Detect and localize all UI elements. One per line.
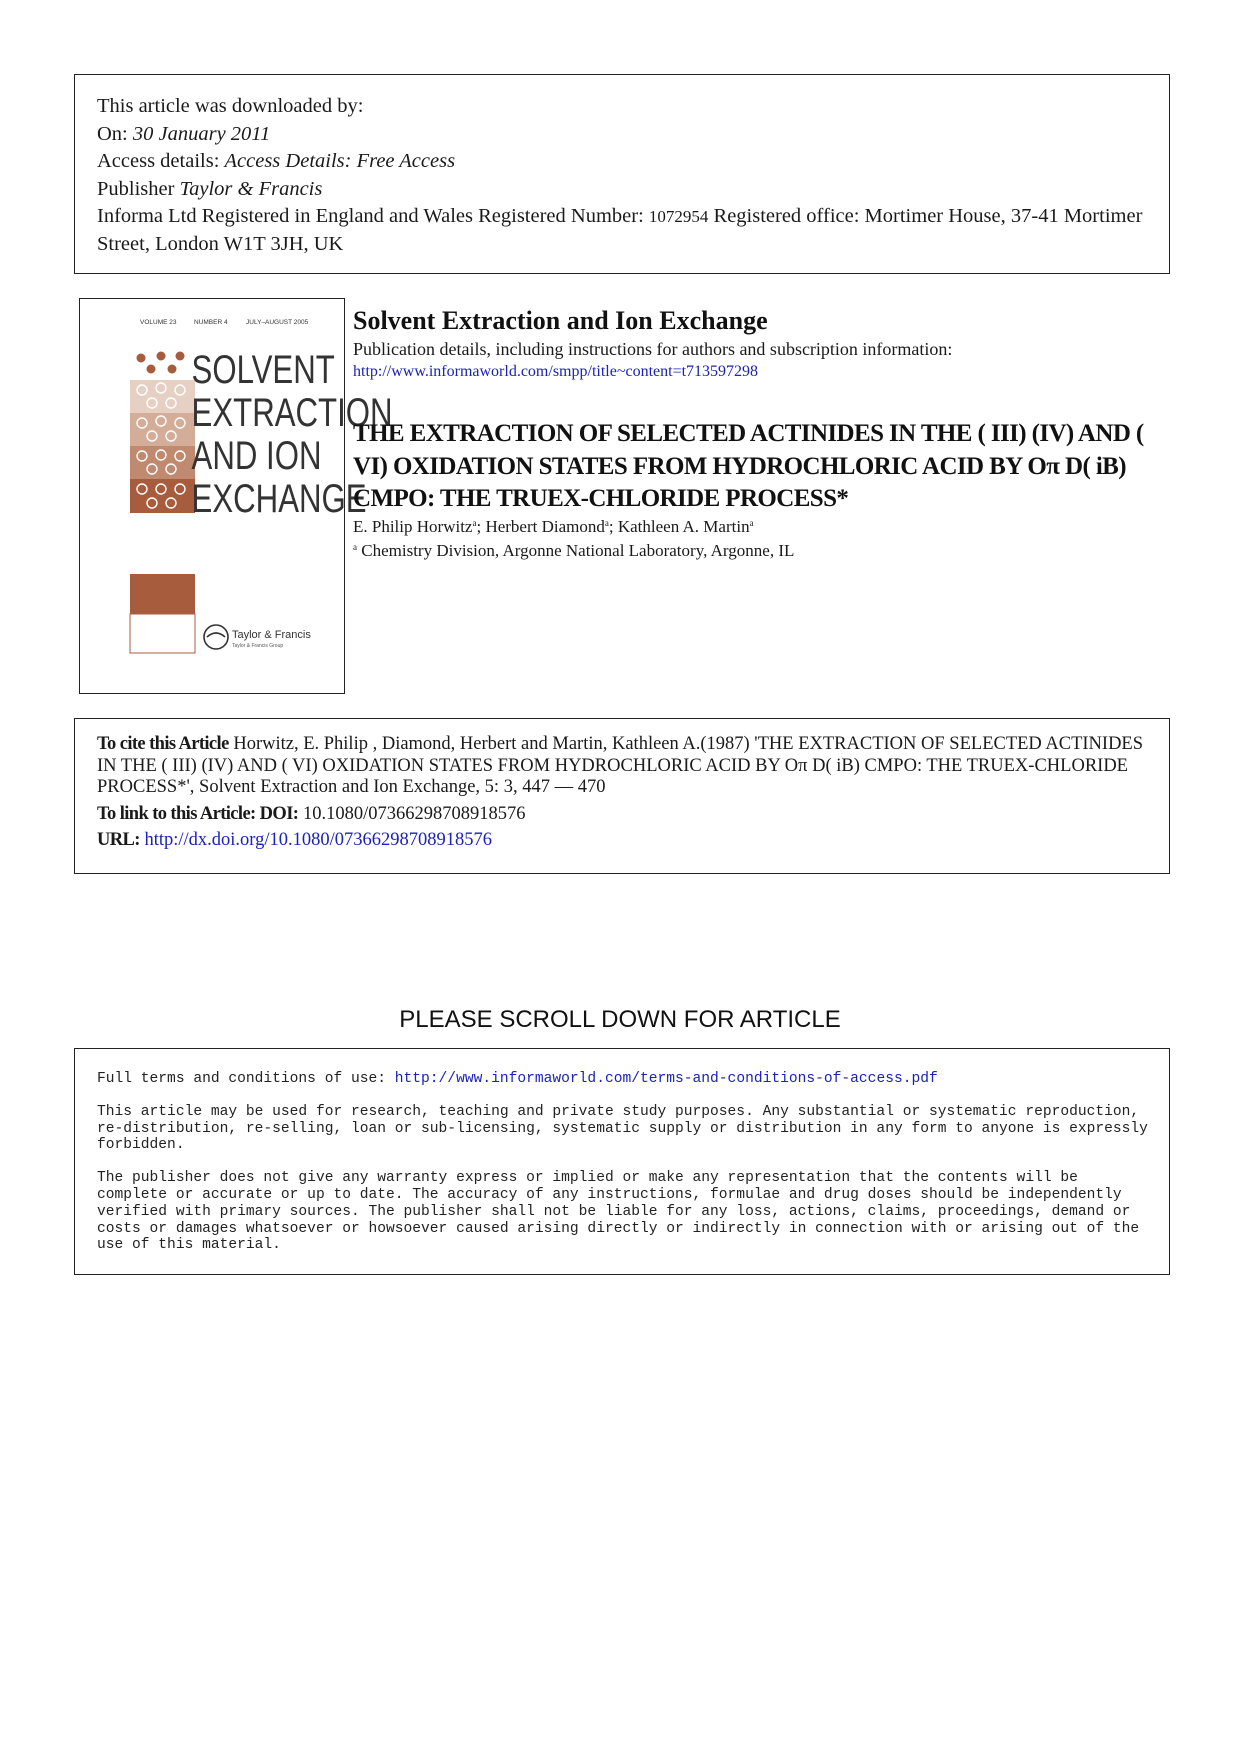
publisher-logo-mark [207, 633, 225, 637]
download-info-box [74, 74, 1170, 274]
authors-line [353, 517, 754, 537]
terms-intro-text: Full terms and conditions of use: [97, 1071, 395, 1087]
cover-number: NUMBER 4 [194, 319, 228, 326]
publisher-line [97, 176, 1149, 204]
cover-title-line: EXCHANGE [191, 476, 367, 521]
cover-block-dark [130, 574, 195, 614]
doi-line [97, 804, 1149, 826]
cover-dot [157, 352, 166, 361]
cover-title-line: AND ION [191, 433, 322, 478]
download-date-line [97, 121, 1149, 149]
cite-label: To cite this Article [97, 734, 229, 754]
registered-number: 1072954 [648, 207, 709, 226]
citation-box [74, 718, 1170, 874]
publication-details: Publication details, including instructions for authors and subscription information: [353, 339, 953, 359]
cover-date: JULY–AUGUST 2005 [246, 319, 309, 326]
terms-box [74, 1048, 1170, 1275]
affiliation-marker: a [353, 542, 357, 552]
affiliation-line [353, 541, 794, 561]
cover-art [80, 299, 393, 692]
cover-dot [147, 365, 156, 374]
author-name: ; Kathleen A. Martin [608, 517, 750, 536]
doi-url-link[interactable]: http://dx.doi.org/10.1080/07366298708918576 [144, 830, 493, 850]
downloaded-by-line: This article was downloaded by: [97, 95, 364, 117]
affiliation-text: Chemistry Division, Argonne National Laboratory, Argonne, IL [357, 541, 795, 560]
registered-office: Registered office: Mortimer House, 37-41 Mortimer Street, London W1T 3JH, UK [97, 205, 1143, 255]
publisher-name: Taylor & Francis [179, 177, 323, 200]
date-label: On: [97, 122, 133, 145]
affiliation-marker: a [604, 518, 609, 528]
terms-paragraph: The publisher does not give any warranty express or implied or make any representation that the contents will be complete or accurate or up to date. The accuracy of any instructions, formulae and drug doses should be independently verified with primary sources. The publisher shall not be liable for any loss, actions, claims, proceedings, demand or costs or damages whatsoever or howsoever caused arising directly or indirectly in connection with or arising out of the use of this material. [97, 1170, 1140, 1254]
cover-title-line: SOLVENT [191, 347, 335, 392]
journal-title: Solvent Extraction and Ion Exchange [353, 306, 768, 335]
publisher-label: Publisher [97, 177, 180, 200]
url-line [97, 830, 1149, 852]
doi-label: To link to this Article: DOI: [97, 803, 299, 824]
registered-office-line [97, 203, 1149, 258]
terms-paragraph: This article may be used for research, teaching and private study purposes. Any substantial or systematic reproduction, re-distribution, re-selling, loan or sub-licensing, systematic supply or distribution in any form to anyone is expressly forbidden. [97, 1103, 1148, 1154]
cover-block-light [130, 614, 195, 653]
cite-article-text [97, 734, 1149, 799]
registered-text: Informa Ltd Registered in England and Wales Registered Number: [97, 205, 649, 227]
access-details-line [97, 148, 1149, 176]
cover-dot [137, 354, 146, 363]
terms-url-link[interactable]: http://www.informaworld.com/terms-and-conditions-of-access.pdf [394, 1071, 938, 1087]
scroll-notice: PLEASE SCROLL DOWN FOR ARTICLE [399, 1006, 841, 1033]
cover-dot [176, 352, 185, 361]
article-title: THE EXTRACTION OF SELECTED ACTINIDES IN THE ( III) (IV) AND ( VI) OXIDATION STATES FROM HYDROCHLORIC ACID BY Oπ D( iB) CMPO: THE TRUEX-CHLORIDE PROCESS* [353, 420, 1144, 512]
journal-cover-image [79, 298, 393, 694]
access-value: Access Details: Free Access [224, 150, 456, 172]
publisher-logo-text: Taylor & Francis [232, 629, 311, 641]
author-name: E. Philip Horwitz [353, 517, 473, 536]
publisher-group-text: Taylor & Francis Group [232, 643, 284, 649]
terms-intro [97, 1071, 1149, 1088]
download-date: 30 January 2011 [132, 122, 271, 145]
doi-value: 10.1080/07366298708918576 [298, 803, 526, 824]
cover-title-line: EXTRACTION [191, 390, 393, 435]
access-label: Access details: [97, 150, 225, 172]
cover-volume: VOLUME 23 [140, 319, 177, 326]
author-name: ; Herbert Diamond [476, 517, 605, 536]
affiliation-marker: a [472, 518, 477, 528]
cover-dot [168, 365, 177, 374]
url-label: URL: [97, 830, 140, 850]
journal-url-link[interactable]: http://www.informaworld.com/smpp/title~content=t713597298 [353, 363, 759, 380]
affiliation-marker: a [749, 518, 754, 528]
cite-reference: Horwitz, E. Philip , Diamond, Herbert and Martin, Kathleen A.(1987) 'THE EXTRACTION OF SELECTED ACTINIDES IN THE ( III) (IV) AND ( VI) OXIDATION STATES FROM HYDROCHLORIC ACID BY Oπ D( iB) CMPO: THE TRUEX-CHLORIDE PROCESS*', Solvent Extraction and Ion Exchange, 5: 3, 447 — 470 [97, 734, 1144, 797]
